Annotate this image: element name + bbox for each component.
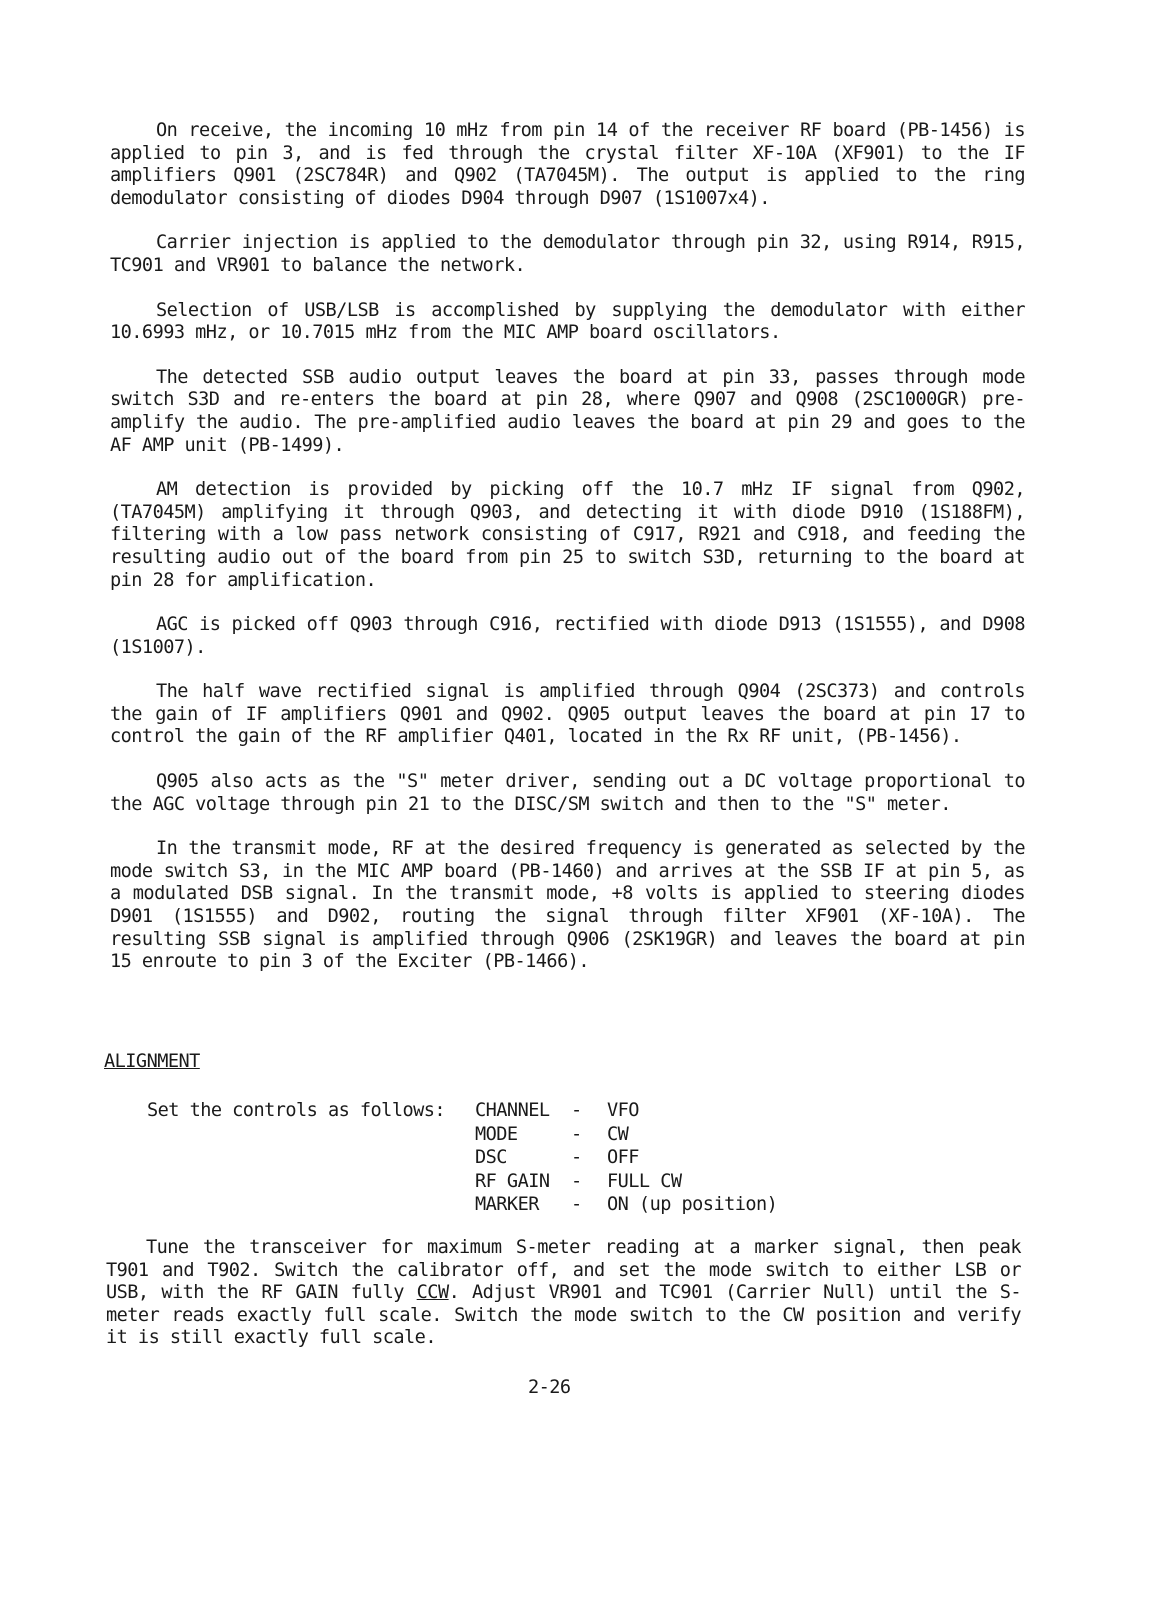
controls-intro: Set the controls as follows:	[147, 1100, 446, 1121]
theory-section	[110, 120, 1025, 996]
paragraph-receive: On receive, the incoming 10 mHz from pin 14 of the receiver RF board (PB-1456) is applied to pin 3, and is fed through the crystal filter XF-10A (XF901) to the IF amplifiers Q901 (2SC784R) and Q902 (TA7045M). The output is applied to the ring demodulator consisting of diodes D904 through D907 (1S1007x4).	[110, 120, 1025, 209]
setting-control: DSC	[475, 1147, 507, 1168]
paragraph-am-detection: AM detection is provided by picking off the 10.7 mHz IF signal from Q902, (TA7045M) amplifying it through Q903, and detecting it with diode D910 (1S188FM), filtering with a low pass network consisting of C917, R921 and C918, and feeding the resulting audio out of the board from pin 25 to switch S3D, returning to the board at pin 28 for amplification.	[110, 479, 1025, 591]
setting-dash: -	[571, 1194, 582, 1215]
setting-control: MODE	[475, 1123, 518, 1145]
setting-value: VFO	[607, 1100, 639, 1121]
setting-row	[475, 1193, 777, 1217]
setting-dash: -	[571, 1147, 582, 1168]
setting-value: FULL CW	[607, 1170, 682, 1192]
procedure-text-start: Tune the transceiver for maximum S-meter reading at a marker signal, then peak T901 and T902. Switch the calibrator off, and set the mode switch to either LSB or USB, with the RF GAIN fully	[106, 1237, 1021, 1304]
paragraph-agc: AGC is picked off Q903 through C916, rectified with diode D913 (1S1555), and D908 (1S1007).	[110, 614, 1025, 658]
setting-control: CHANNEL	[475, 1100, 550, 1121]
procedure-underlined-ccw: CCW	[416, 1282, 449, 1304]
setting-row	[475, 1123, 777, 1147]
control-settings-table	[475, 1099, 777, 1217]
paragraph-ssb-audio: The detected SSB audio output leaves the board at pin 33, passes through mode switch S3D and re-enters the board at pin 28, where Q907 and Q908 (2SC1000GR) pre-amplify the audio. The pre-amplified audio leaves the board at pin 29 and goes to the AF AMP unit (PB-1499).	[110, 366, 1025, 456]
paragraph-transmit: In the transmit mode, RF at the desired frequency is generated as selected by the mode switch S3, in the MIC AMP board (PB-1460) and arrives at the SSB IF at pin 5, as a modulated DSB signal. In the transmit mode, +8 volts is applied to steering diodes D901 (1S1555) and D902, routing the signal through filter XF901 (XF-10A). The resulting SSB signal is amplified through Q906 (2SK19GR) and leaves the board at pin 15 enroute to pin 3 of the Exciter (PB-1466).	[110, 838, 1025, 973]
alignment-procedure	[106, 1237, 1021, 1350]
paragraph-s-meter: Q905 also acts as the "S" meter driver, sending out a DC voltage proportional to the AGC voltage through pin 21 to the DISC/SM switch and then to the "S" meter.	[110, 771, 1025, 815]
setting-control: MARKER	[475, 1194, 539, 1215]
setting-dash: -	[571, 1170, 582, 1192]
paragraph-carrier-injection: Carrier injection is applied to the demodulator through pin 32, using R914, R915, TC901 and VR901 to balance the network.	[110, 232, 1025, 276]
setting-row	[475, 1099, 777, 1123]
paragraph-usb-lsb: Selection of USB/LSB is accomplished by supplying the demodulator with either 10.6993 mHz, or 10.7015 mHz from the MIC AMP board oscillators.	[110, 299, 1025, 344]
setting-row	[475, 1146, 777, 1170]
procedure-text-end: . Adjust VR901 and TC901 (Carrier Null) until the S-meter reads exactly full scale. Switch the mode switch to the CW position and verify it is still exactly full scale.	[106, 1282, 1022, 1349]
control-settings	[147, 1099, 777, 1217]
setting-dash: -	[571, 1100, 582, 1121]
setting-control: RF GAIN	[475, 1170, 550, 1192]
page-number: 2-26	[528, 1377, 571, 1398]
alignment-heading: ALIGNMENT	[104, 1051, 200, 1072]
setting-dash: -	[571, 1123, 582, 1145]
setting-value: OFF	[607, 1147, 639, 1168]
setting-row	[475, 1170, 777, 1194]
setting-value: CW	[607, 1123, 629, 1145]
setting-value: ON (up position)	[607, 1194, 778, 1215]
paragraph-half-wave: The half wave rectified signal is amplified through Q904 (2SC373) and controls the gain of IF amplifiers Q901 and Q902. Q905 output leaves the board at pin 17 to control the gain of the RF amplifier Q401, located in the Rx RF unit, (PB-1456).	[110, 681, 1025, 748]
